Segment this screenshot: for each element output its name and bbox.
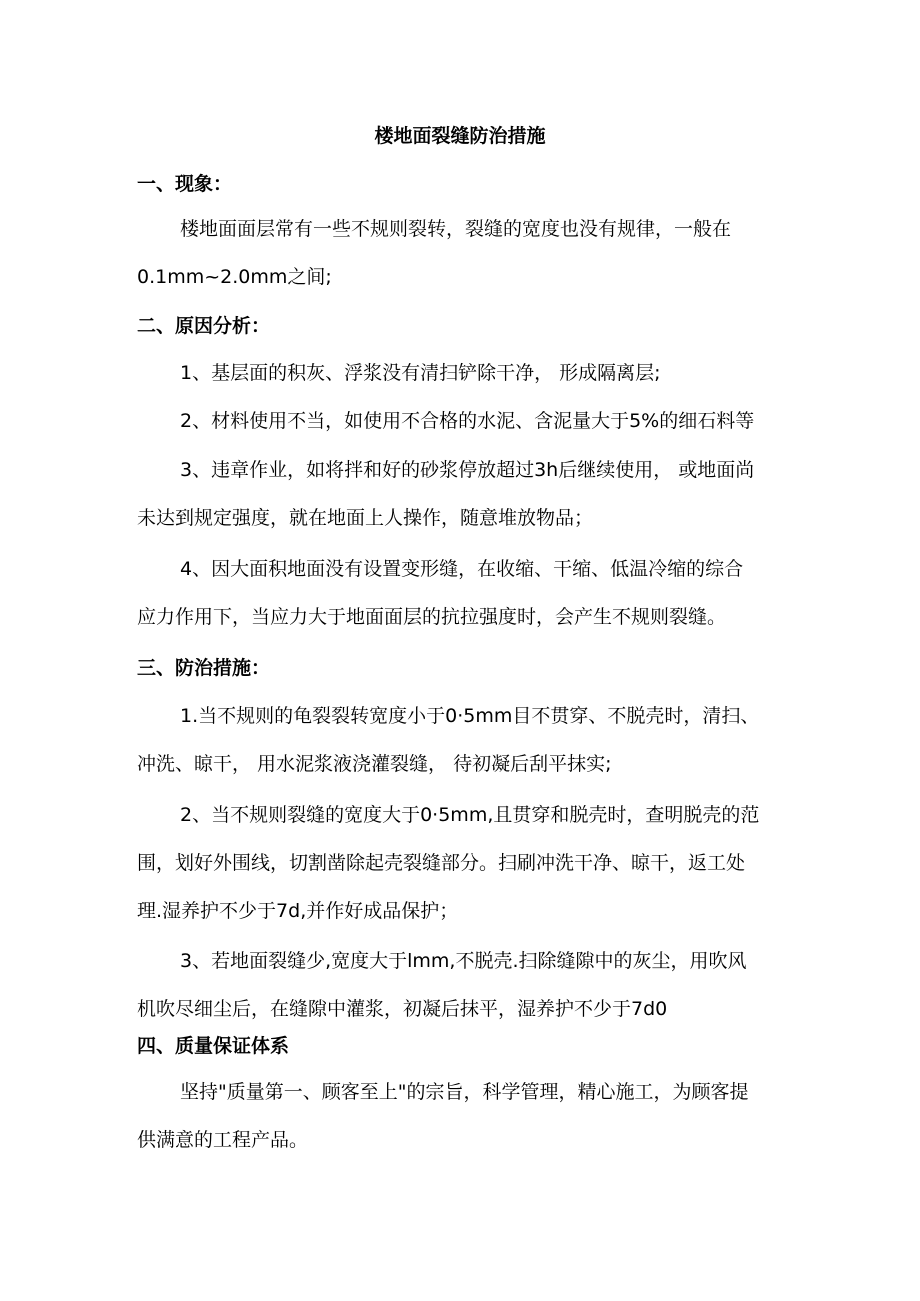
text-line: 应力作用下，当应力大于地面面层的抗拉强度时，会产生不规则裂缝。 [137,606,727,628]
paragraph-phenomenon [137,205,785,301]
text-line: 3、若地面裂缝少,宽度大于lmm,不脱壳.扫除缝隙中的灰尘，用吹风 [180,950,747,972]
section-heading-quality-assurance: 四、质量保证体系 [137,1035,290,1057]
document-title: 楼地面裂缝防治措施 [374,125,546,147]
text-line: 坚持"质量第一、顾客至上"的宗旨，科学管理，精心施工，为顾客提 [180,1081,749,1103]
paragraph-prevention-2 [137,791,785,935]
text-line: 未达到规定强度，就在地面上人操作，随意堆放物品； [137,507,594,529]
paragraph-quality-assurance [137,1068,785,1164]
text-line: 围，划好外围线，切割凿除起壳裂缝部分。扫刷冲洗干净、晾干，返工处 [137,852,746,874]
section-heading-prevention: 三、防治措施： [137,657,271,679]
text-line: 2、材料使用不当，如使用不合格的水泥、含泥量大于5%的细石料等 [180,410,755,432]
section-heading-phenomenon: 一、现象： [137,173,233,195]
text-line: 机吹尽细尘后，在缝隙中灌浆，初凝后抹平，湿养护不少于7d0 [137,998,668,1020]
paragraph-cause-4 [137,545,785,641]
paragraph-prevention-1 [137,692,785,788]
text-line: 4、因大面积地面没有设置变形缝，在收缩、干缩、低温冷缩的综合 [180,558,744,580]
paragraph-prevention-3 [137,937,785,1033]
text-line: 3、违章作业，如将拌和好的砂浆停放超过3h后继续使用， 或地面尚 [180,459,755,481]
text-line: 供满意的工程产品。 [137,1129,309,1151]
paragraph-cause-3 [137,446,785,542]
text-line: 1、基层面的积灰、浮浆没有清扫铲除干净， 形成隔离层; [180,362,661,384]
text-line: 理.湿养护不少于7d,并作好成品保护； [137,900,459,922]
paragraph-cause-2 [137,397,785,445]
text-line: 1.当不规则的龟裂裂转宽度小于0·5mm目不贯穿、不脱壳时，清扫、 [180,705,760,727]
text-line: 冲洗、晾干， 用水泥浆液浇灌裂缝， 待初凝后刮平抹实; [137,753,612,775]
paragraph-cause-1 [137,349,785,397]
section-heading-cause-analysis: 二、原因分析： [137,315,271,337]
text-line: 2、当不规则裂缝的宽度大于0·5mm,且贯穿和脱壳时，查明脱壳的范 [180,804,760,826]
text-line: 0.1mm~2.0mm之间; [137,266,332,288]
text-line: 楼地面面层常有一些不规则裂转，裂缝的宽度也没有规律，一般在 [180,218,732,240]
